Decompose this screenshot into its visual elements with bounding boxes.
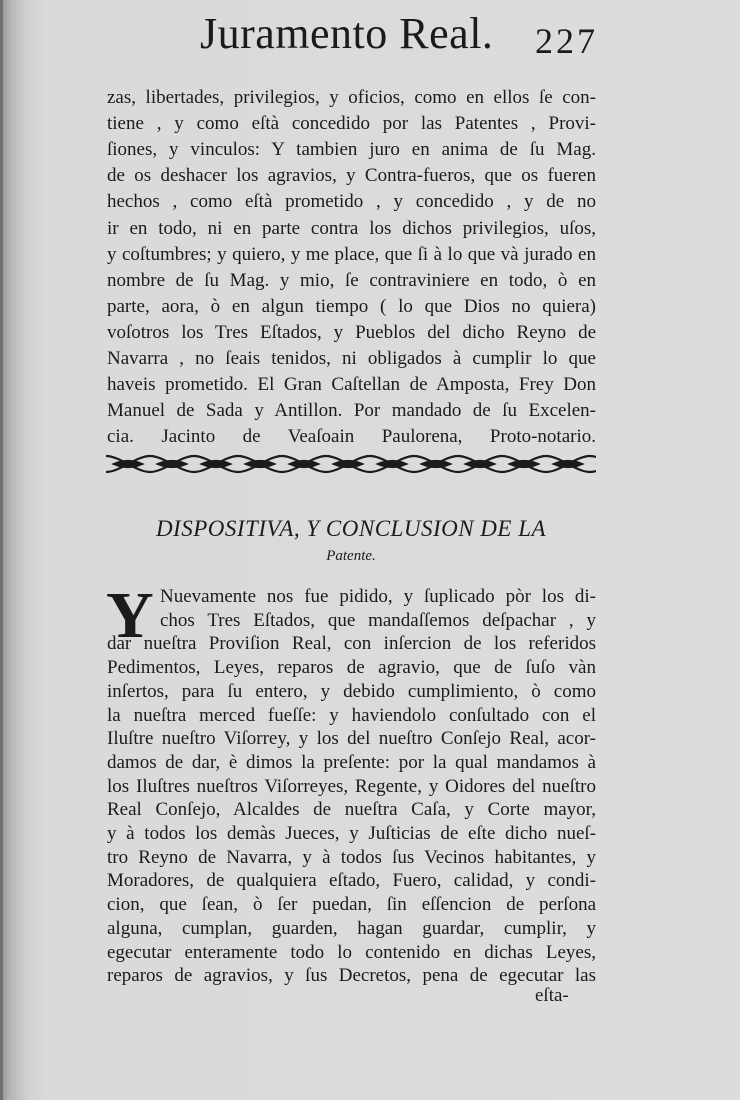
text-line: Nuevamente nos fue pidido, y ſuplicado pòr los di-	[160, 586, 596, 607]
text-line: Iluſtre nueſtro Viſorrey, y los del nueſtro Conſejo Real, acor-	[107, 728, 596, 750]
text-line: los Iluſtres nueſtros Viſorreyes, Regente, y Oidores del nueſtro	[107, 775, 596, 797]
text-line: chos Tres Eſtados, que mandaſſemos deſpachar , y	[160, 609, 596, 631]
text-line: egecutar enteramente todo lo contenido en dichas Leyes,	[107, 941, 596, 963]
binding-edge	[0, 0, 3, 1100]
ornament-link	[246, 461, 274, 467]
text-line: ir en todo, ni en parte contra los dichos privilegios, uſos,	[107, 217, 596, 239]
catchword: eſta-	[535, 985, 569, 1006]
text-line: cia. Jacinto de Veaſoain Paulorena, Proto-notario.	[107, 426, 596, 448]
text-line: dar nueſtra Proviſion Real, con inſercion de los referidos	[107, 633, 596, 655]
text-line: Manuel de Sada y Antillon. Por mandado de ſu Excelen-	[107, 400, 596, 422]
text-line: cion, que ſean, ò ſer puedan, ſin eſſencion de perſona	[107, 894, 596, 916]
ornament-link	[554, 461, 582, 467]
ornamental-divider	[106, 451, 596, 477]
text-line: Real Conſejo, Alcaldes de nueſtra Caſa, y Corte mayor,	[107, 799, 596, 821]
ornament-link	[334, 461, 362, 467]
text-line: haveis prometido. El Gran Caſtellan de Amposta, Frey Don	[107, 374, 596, 396]
text-line: zas, libertades, privilegios, y oficios, como en ellos ſe con-	[107, 87, 596, 108]
ornament-link	[466, 461, 494, 467]
text-line: alguna, cumplan, guarden, hagan guardar, cumplir, y	[107, 917, 596, 939]
text-line: Moradores, de qualquiera eſtado, Fuero, calidad, y condi-	[107, 870, 596, 892]
ornament-link	[202, 461, 230, 467]
text-line: reparos de agravios, y ſus Decretos, pena de egecutar las	[107, 965, 596, 987]
text-line: hechos , como eſtà prometido , y concedido , y de no	[107, 191, 596, 213]
text-line: la nueſtra merced fueſſe: y haviendolo conſultado con el	[107, 704, 596, 726]
text-line: nombre de ſu Mag. y mio, ſe contraviniere en todo, ò en	[107, 269, 596, 291]
text-line: ſiones, y vinculos: Y tambien juro en anima de ſu Mag.	[107, 139, 596, 161]
text-line: de os deshacer los agravios, y Contra-fueros, que os fueren	[107, 165, 596, 187]
ornament-link	[290, 461, 318, 467]
running-title: Juramento Real.	[200, 9, 494, 58]
section-subheading: Patente.	[326, 548, 376, 564]
text-line: inſertos, para ſu entero, y debido cumplimiento, ò como	[107, 680, 596, 702]
ornament-strand	[590, 456, 596, 472]
text-line: Navarra , no ſeais tenidos, ni obligados à cumplir lo que	[107, 348, 596, 369]
text-line: damos de dar, è dimos la preſente: por la qual mandamos à	[107, 751, 596, 773]
section-heading: DISPOSITIVA, Y CONCLUSION DE LA	[155, 516, 547, 541]
drop-cap: Y	[106, 579, 154, 652]
text-line: parte, aora, ò en algun tiempo ( lo que Dios no quiera)	[107, 295, 596, 317]
ornament-link	[422, 461, 450, 467]
text-line: y à todos los demàs Jueces, y Juſticias de eſte dicho nueſ-	[107, 823, 596, 844]
text-line: tro Reyno de Navarra, y à todos ſus Vecinos habitantes, y	[107, 846, 596, 868]
ornament-strand	[590, 456, 596, 472]
text-line: voſotros los Tres Eſtados, y Pueblos del dicho Reyno de	[107, 321, 596, 343]
ornament-link	[158, 461, 186, 467]
page-number: 227	[535, 21, 598, 61]
text-line: tiene , y como eſtà concedido por las Patentes , Provi-	[107, 113, 596, 135]
ornament-link	[114, 461, 142, 467]
ornament-link	[510, 461, 538, 467]
ornament-link	[378, 461, 406, 467]
text-line: y coſtumbres; y quiero, y me place, que ſi à lo que và jurado en	[107, 243, 596, 265]
text-line: Pedimentos, Leyes, reparos de agravio, que de ſuſo vàn	[107, 657, 596, 679]
